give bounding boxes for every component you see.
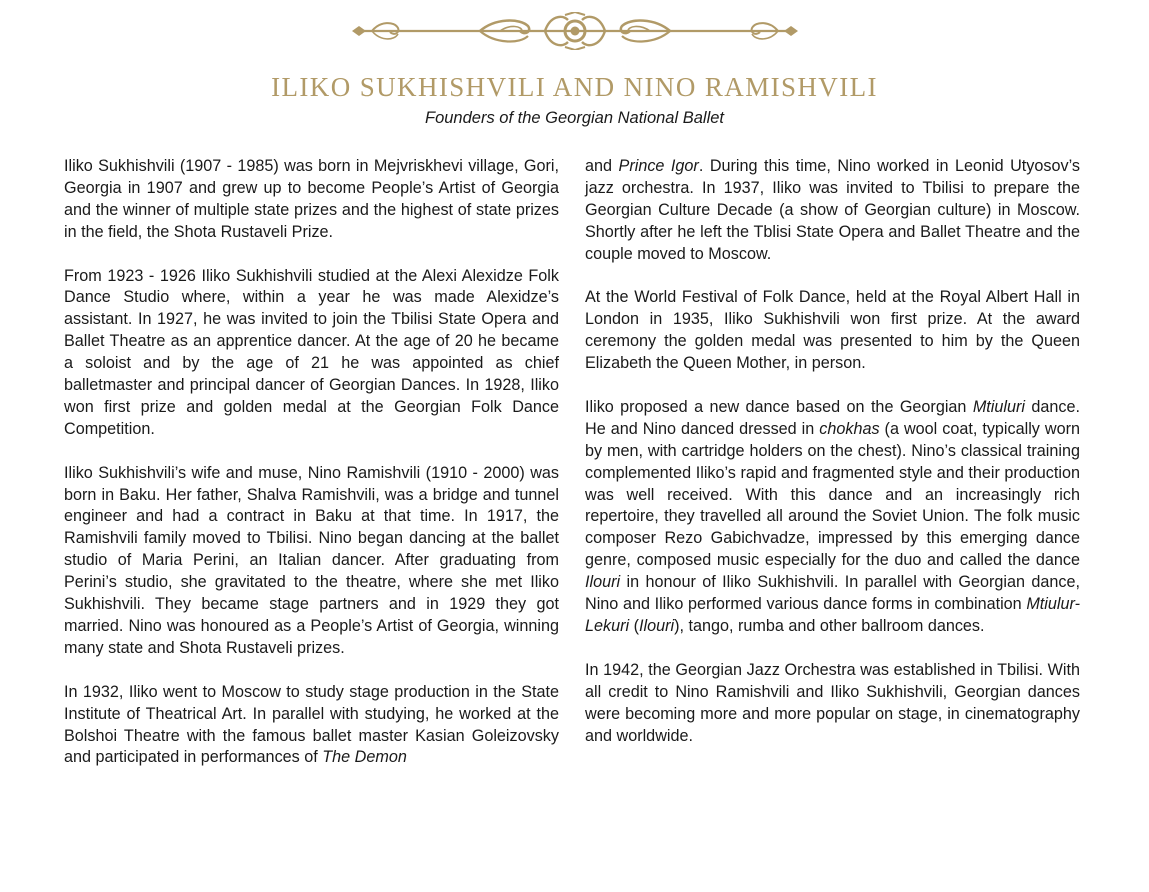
- paragraph-new-dance-text-c: dance. He and Nino danced dressed in: [585, 397, 1080, 438]
- text-column-right: [585, 156, 1080, 747]
- paragraph-new-dance-text-i: (: [629, 617, 639, 635]
- paragraph-birth: Iliko Sukhishvili (1907 - 1985) was born in Mejvriskhevi village, Gori, Georgia in 1907 and grew up to become People’s Artist of Georgia and the winner of multiple state prizes and the highest of state prizes in the field, the Shota Rustaveli Prize.: [64, 157, 559, 241]
- term-mtiuluri: Mtiuluri: [972, 397, 1025, 416]
- page-title: ILIKO SUKHISHVILI AND NINO RAMISHVILI: [271, 72, 878, 102]
- paragraph-early-career: From 1923 - 1926 Iliko Sukhishvili studied at the Alexi Alexidze Folk Dance Studio where, within a year he was made Alexidze’s assistant. In 1927, he was invited to join the Tbilisi State Opera and Ballet Theatre as an apprentice dancer. At the age of 20 he became a soloist and by the age of 21 he was appointed as chief balletmaster and principal dancer of Georgian Dances. In 1928, Iliko won first prize and golden medal at the Georgian Folk Dance Competition.: [64, 266, 559, 438]
- paragraph-moscow-continued: [585, 156, 1080, 266]
- paragraph-moscow-text-c: and: [585, 157, 619, 175]
- paragraph-new-dance-text-e: (a wool coat, typically worn by men, with cartridge holders on the chest). Nino’s classical training complemented Iliko’s rapid and fragmented style and their production was well received. With this dance and an increasingly rich repertoire, they travelled all around the Soviet Union. The folk music composer Rezo Gabichvadze, impressed by this emerging dance genre, composed music especially for the duo and called the dance: [585, 419, 1080, 570]
- paragraph-moscow-text-a: In 1932, Iliko went to Moscow to study stage production in the State Institute of Theatrical Art. In parallel with studying, he worked at the Bolshoi Theatre with the famous ballet master Kasian Goleizovsky and participated in performances of: [64, 682, 559, 767]
- paragraph-new-dance-text-a: Iliko proposed a new dance based on the Georgian: [585, 397, 973, 416]
- paragraph-new-dance-text-g: in honour of Iliko Sukhishvili. In parallel with Georgian dance, Nino and Iliko performed various dance forms in combination: [585, 573, 1080, 614]
- term-mtiulur-lekuri: Mtiulur-Lekuri: [585, 595, 1080, 635]
- paragraph-moscow-text-e: . During this time, Nino worked in Leonid Utyosov’s jazz orchestra. In 1937, Iliko was invited to Tbilisi to prepare the Georgian Culture Decade (a show of Georgian culture) in Moscow. Shortly after he left the Tblisi State Opera and Ballet Theatre and the couple moved to Moscow.: [585, 157, 1080, 263]
- paragraph-new-dance: [585, 397, 1080, 638]
- term-ilouri: Ilouri: [585, 573, 621, 592]
- term-ilouri-2: Ilouri: [638, 617, 675, 635]
- paragraph-moscow: [64, 682, 559, 770]
- paragraph-new-dance-text-k: ), tango, rumba and other ballroom dances.: [674, 617, 985, 635]
- term-chokhas: chokhas: [819, 419, 880, 438]
- text-column-left: [64, 156, 559, 769]
- paragraph-world-festival: At the World Festival of Folk Dance, held at the Royal Albert Hall in London in 1935, Iliko Sukhishvili won first prize. At the award ceremony the golden medal was presented to him by the Queen Elizabeth the Queen Mother, in person.: [585, 288, 1080, 373]
- work-title-demon: The Demon: [322, 748, 407, 767]
- page-subtitle: Founders of the Georgian National Ballet: [424, 109, 724, 127]
- paragraph-nino: Iliko Sukhishvili’s wife and muse, Nino Ramishvili (1910 - 2000) was born in Baku. Her father, Shalva Ramishvili, was a bridge and tunnel engineer and had a contract in Baku at that time. In 1917, the Ramishvili family moved to Tbilisi. Nino began dancing at the ballet studio of Maria Perini, an Italian dancer. After graduating from Perini’s studio, she gravitated to the theatre, where she met Iliko Sukhishvili. They became stage partners and in 1929 they got married. Nino was honoured as a People’s Artist of Georgia, winning many state and Shota Rustaveli prizes.: [64, 463, 559, 657]
- work-title-prince-igor: Prince Igor: [618, 157, 699, 175]
- filigree-ornament-icon: [350, 12, 800, 50]
- paragraph-jazz-orchestra: In 1942, the Georgian Jazz Orchestra was established in Tbilisi. With all credit to Nino Ramishvili and Iliko Sukhishvili, Georgian dances were becoming more and more popular on stage, in cinematography and worldwide.: [585, 660, 1080, 745]
